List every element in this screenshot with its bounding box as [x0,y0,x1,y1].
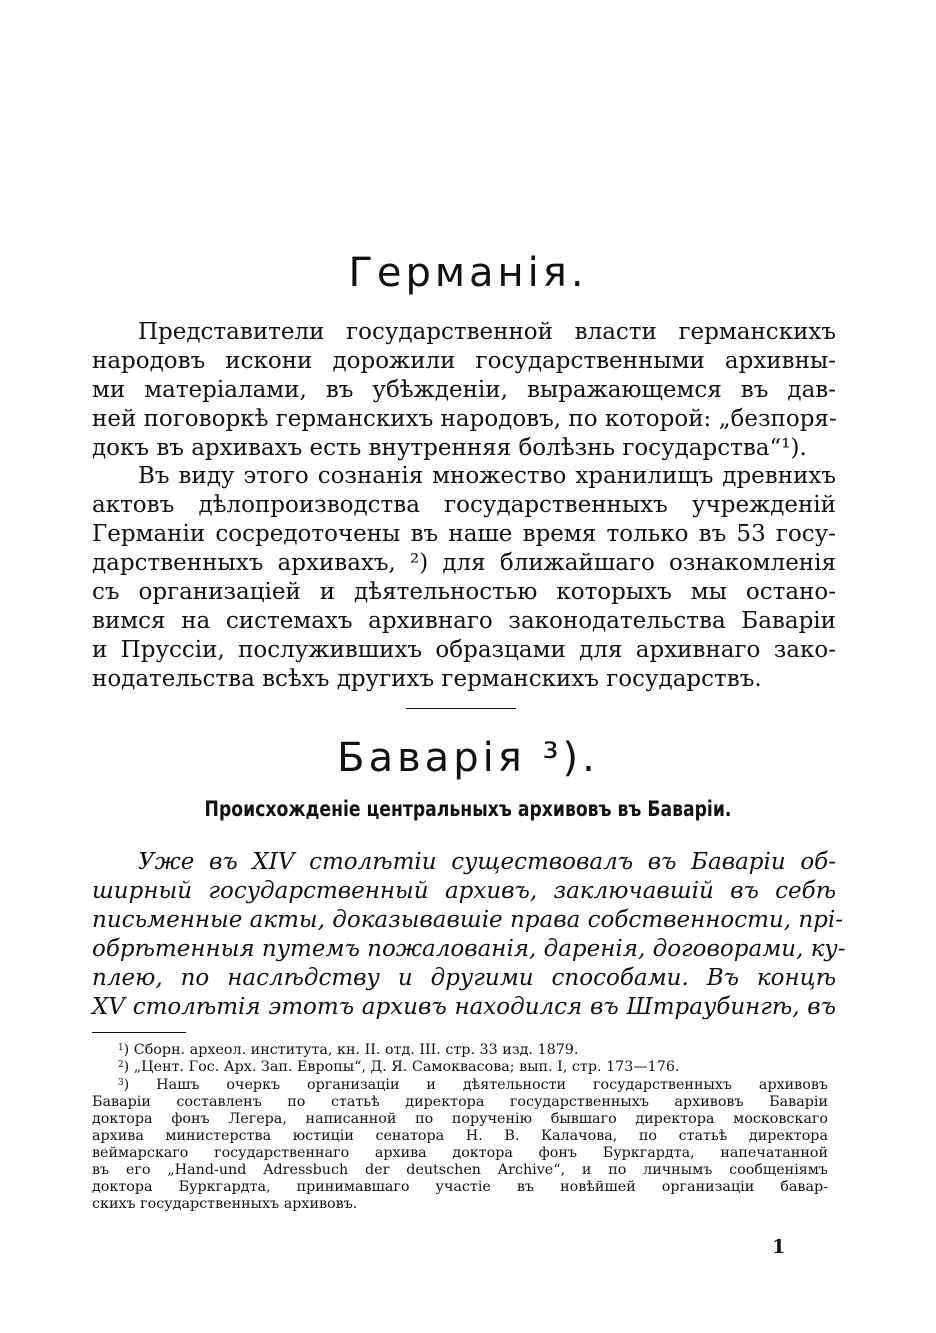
text-line: и Пруссіи, послужившихъ образцами для архивнаго зако- [92,637,836,663]
footnote-line: скихъ государственныхъ архивовъ. [92,1196,358,1212]
text-line: Германіи сосредоточены въ наше время только въ 53 госу- [92,521,836,547]
text-line: плею, по наслѣдству и другими способами. Въ концѣ [92,965,836,991]
footnote-1 [92,1042,828,1059]
text-line: письменные акты, доказывавшіе права собственности, прі- [92,907,844,933]
text-line: народовъ искони дорожили государственными архивны- [92,348,836,374]
section-subtitle: Происхожденіе центральныхъ архивовъ въ Баваріи. [204,797,732,821]
footnote-marker: 1 [118,1043,124,1054]
footnote-marker: 2 [118,1060,124,1071]
footnote-line: въ его „Hand-und Adressbuch der deutschen Archive“, и по личнымъ сообщеніямъ [92,1162,828,1178]
footnote-line: веймарскаго государственнаго архива доктора фонъ Буркгардта, напечатанной [92,1145,828,1161]
text-line: Уже въ XIV столѣтіи существовалъ въ Баваріи об- [138,849,836,875]
footnote-marker: 3 [118,1078,124,1089]
text-line: обрѣтенныя путемъ пожалованія, даренія, договорами, ку- [92,936,846,962]
text-line: съ организаціей и дѣятельностью которыхъ мы остано- [92,579,836,605]
paragraph-germany-archives [92,462,836,694]
footnote-line [92,1059,828,1076]
text-line: ней поговоркѣ германскихъ народовъ, по которой: „безпоря- [92,406,837,432]
footnote-text: ) Нашъ очеркъ организаціи и дѣятельности государственныхъ архивовъ [123,1077,828,1093]
footnote-line [92,1042,828,1059]
footnote-line: доктора Буркгардта, принимавшаго участіе въ новѣйшей организаціи бавар- [92,1179,828,1195]
footnote-line: доктора фонъ Легера, написанной по порученію бывшаго директора московскаго [92,1111,828,1127]
footnote-3 [92,1077,828,1213]
text-line: нодательства всѣхъ другихъ германскихъ государствъ. [92,666,762,692]
text-line: ширный государственный архивъ, заключавшій въ себѣ [92,878,836,904]
page-number: 1 [772,1236,786,1258]
footnote-2 [92,1059,828,1076]
text-line: ми матеріалами, въ убѣжденіи, выражающемся въ дав- [92,377,836,403]
footnote-text: ) Сборн. археол. института, кн. II. отд. III. стр. 33 изд. 1879. [123,1042,579,1058]
section-divider [406,708,516,709]
text-line: актовъ дѣлопроизводства государственныхъ учрежденій [92,492,836,518]
paragraph-bavaria-origin [92,848,846,1022]
footnote-line [92,1077,828,1094]
text-line: докъ въ архивахъ есть внутренняя болѣзнь государства“¹). [92,435,807,461]
text-line: XV столѣтія этотъ архивъ находился въ Штраубингѣ, въ [92,994,836,1020]
section-title-germany: Германія. [348,250,588,296]
footnote-rule [92,1032,186,1033]
text-line: Въ виду этого сознанія множество хранилищъ древнихъ [138,463,836,489]
footnote-line: Баваріи составленъ по статьѣ директора государственныхъ архивовъ Баваріи [92,1094,828,1110]
footnote-line: архива министерства юстиціи сенатора Н. В. Калачова, по статьѣ директора [92,1128,828,1144]
paragraph-germany-intro [92,318,836,463]
text-line: дарственныхъ архивахъ, ²) для ближайшаго ознакомленія [92,550,836,576]
footnote-text: ) „Цент. Гос. Арх. Зап. Европы“, Д. Я. Самоквасова; вып. I, стр. 173—176. [123,1059,680,1075]
text-line: Представители государственной власти германскихъ [138,319,836,345]
text-line: вимся на системахъ архивнаго законодательства Баваріи [92,608,836,634]
section-title-bavaria: Баварія ³). [337,735,599,781]
